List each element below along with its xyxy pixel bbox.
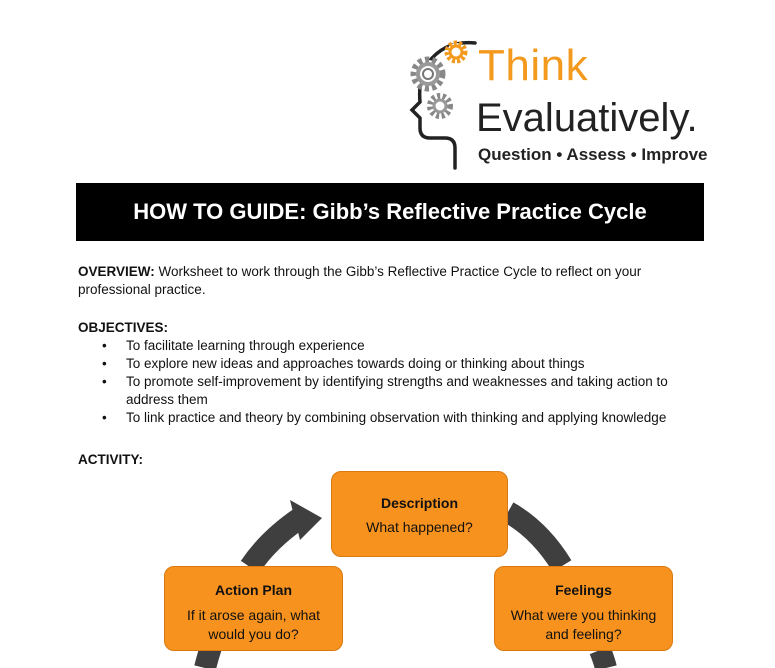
page-title: HOW TO GUIDE: Gibb’s Reflective Practice Cycle	[133, 199, 647, 224]
activity-heading: ACTIVITY:	[78, 452, 143, 467]
list-item: • To facilitate learning through experience	[78, 337, 718, 355]
stage-action-plan-title: Action Plan	[214, 582, 292, 598]
stage-feelings-title: Feelings	[555, 582, 612, 598]
logo-text-think: Think	[478, 41, 589, 90]
logo-text-evaluatively: Evaluatively.	[476, 96, 698, 140]
stage-feelings	[494, 566, 673, 651]
overview-label: OVERVIEW:	[78, 264, 155, 279]
stage-action-plan	[164, 566, 343, 651]
overview-text: Worksheet to work through the Gibb’s Reflective Practice Cycle to reflect on your professional practice.	[78, 264, 642, 297]
list-item: • To link practice and theory by combining observation with thinking and applying knowledge	[78, 409, 718, 427]
stage-description-text: What happened?	[366, 519, 473, 535]
stage-action-plan-text: If it arose again, what would you do?	[186, 607, 321, 642]
stage-description-title: Description	[380, 495, 458, 511]
stage-description	[331, 471, 508, 557]
stage-feelings-text: What were you thinking and feeling?	[510, 607, 657, 642]
list-item: • To promote self-improvement by identifying strengths and weaknesses and taking action to address them	[78, 373, 718, 409]
logo-tagline: Question • Assess • Improve	[478, 145, 708, 164]
objectives-heading: OBJECTIVES:	[78, 320, 169, 335]
list-item: • To explore new ideas and approaches towards doing or thinking about things	[78, 355, 718, 373]
